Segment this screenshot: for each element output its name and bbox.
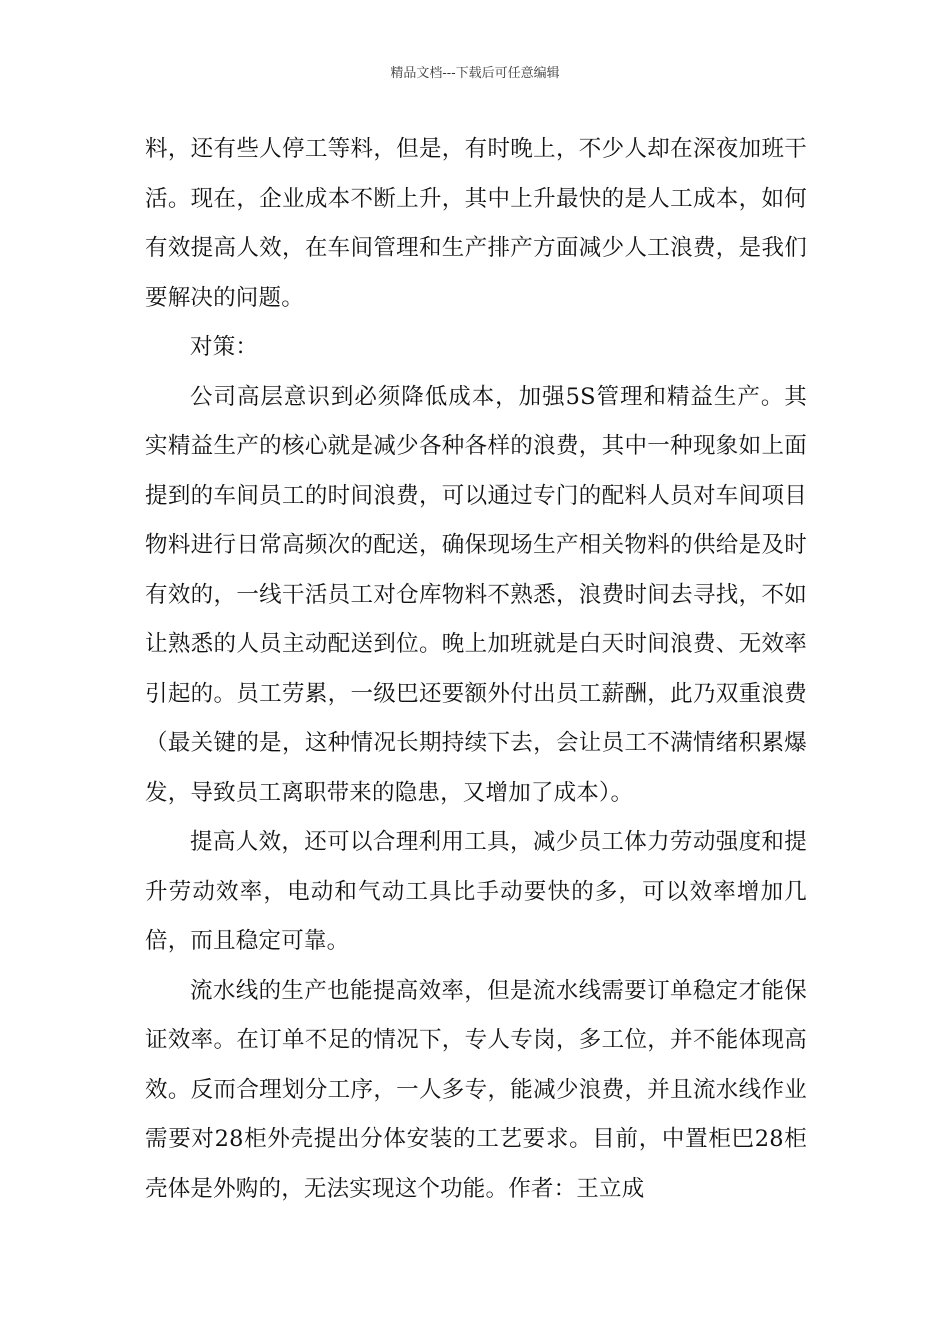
paragraph-2: 对策： — [190, 334, 259, 360]
paragraph-1: 料，还有些人停工等料，但是，有时晚上，不少人却在深夜加班干活。现在，企业成本不断上升，其中上升最快的是人工成本，如何有效提高人效，在车间管理和生产排产方面减少人工浪费，是我们要解决的问题。 — [145, 136, 807, 311]
paragraph-4: 提高人效，还可以合理利用工具，减少员工体力劳动强度和提升劳动效率，电动和气动工具比手动要快的多，可以效率增加几倍，而且稳定可靠。 — [145, 829, 807, 954]
document-body — [145, 125, 807, 1214]
paragraph-5: 流水线的生产也能提高效率，但是流水线需要订单稳定才能保证效率。在订单不足的情况下，专人专岗，多工位，并不能体现高效。反而合理划分工序，一人多专，能减少浪费，并且流水线作业需要对28柜外壳提出分体安装的工艺要求。目前，中置柜巴28柜壳体是外购的，无法实现这个功能。作者：王立成 — [145, 977, 807, 1202]
page-header: 精品文档---下载后可任意编辑 — [390, 66, 560, 81]
paragraph-3: 公司高层意识到必须降低成本，加强5S管理和精益生产。其实精益生产的核心就是减少各种各样的浪费，其中一种现象如上面提到的车间员工的时间浪费，可以通过专门的配料人员对车间项目物料进行日常高频次的配送，确保现场生产相关物料的供给是及时有效的，一线干活员工对仓库物料不熟悉，浪费时间去寻找，不如让熟悉的人员主动配送到位。晚上加班就是白天时间浪费、无效率引起的。员工劳累，一级巴还要额外付出员工薪酬，此乃双重浪费（最关键的是，这种情况长期持续下去，会让员工不满情绪积累爆发，导致员工离职带来的隐患，又增加了成本）。 — [145, 383, 807, 806]
